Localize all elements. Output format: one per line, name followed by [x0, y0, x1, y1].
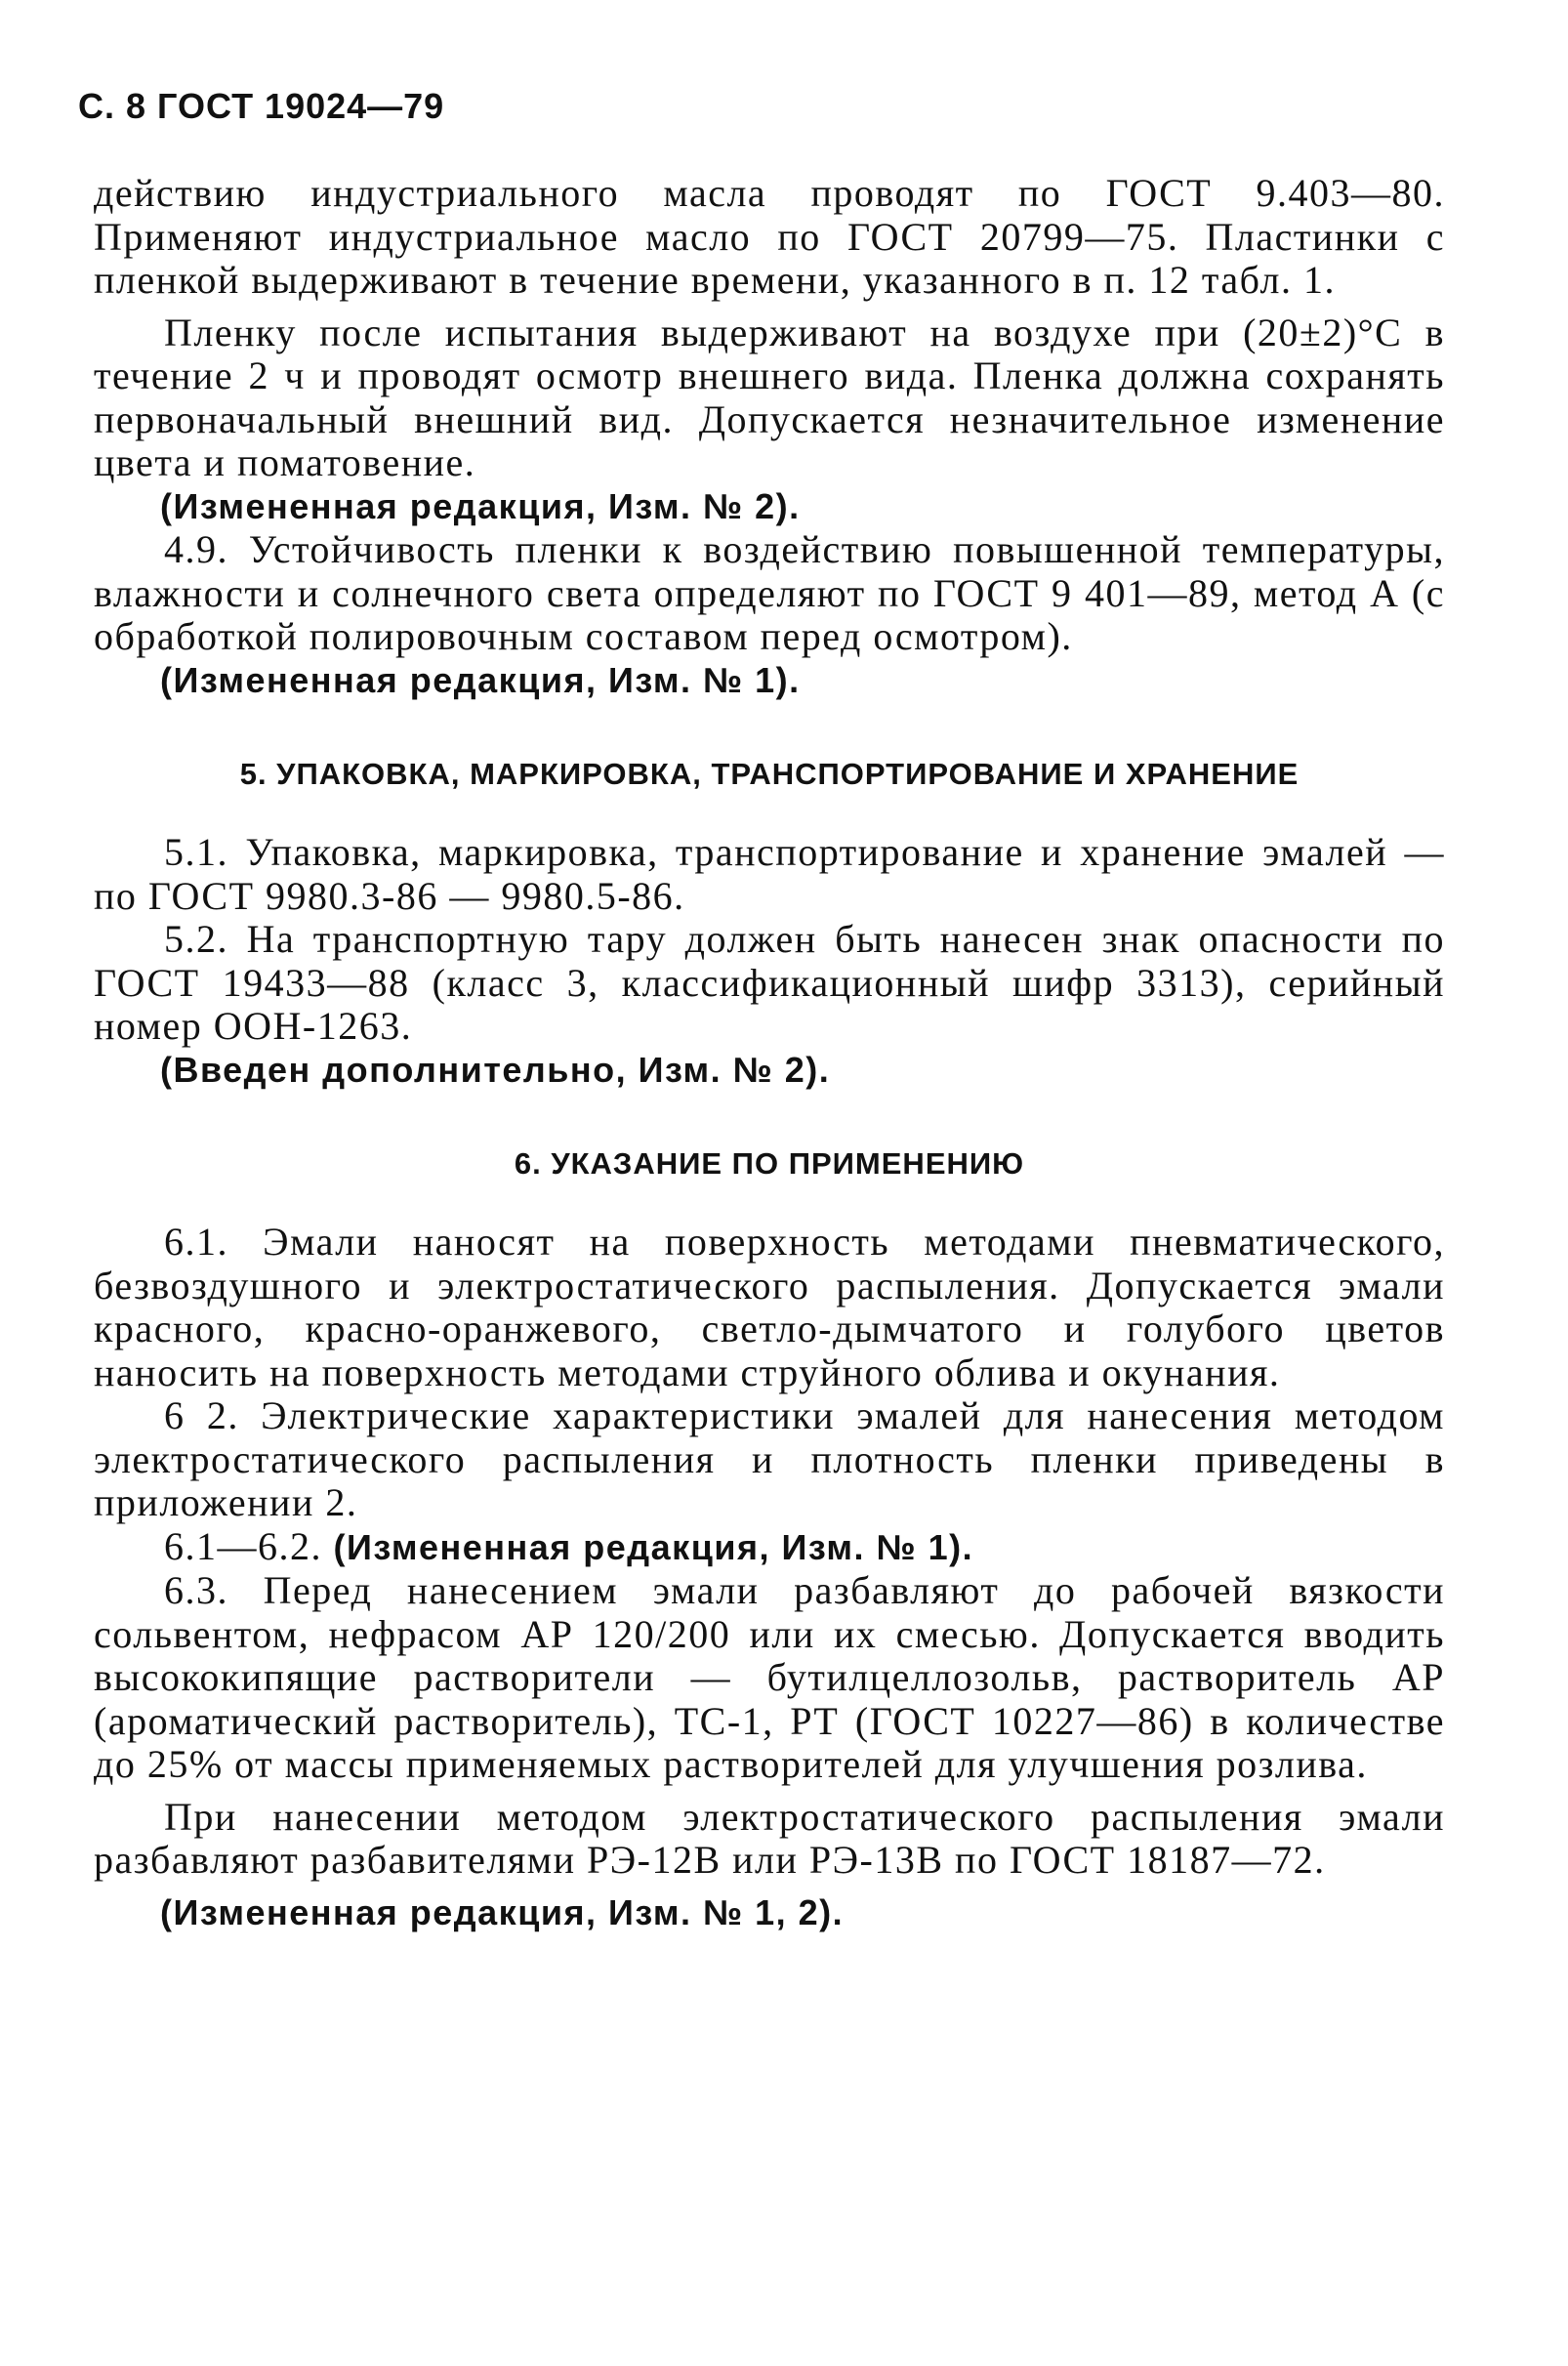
amendment-prefix: 6.1—6.2.: [164, 1523, 322, 1568]
section-6-title: 6. УКАЗАНИЕ ПО ПРИМЕНЕНИЮ: [514, 1146, 1025, 1181]
section-5-title: 5. УПАКОВКА, МАРКИРОВКА, ТРАНСПОРТИРОВАНИЕ И ХРАНЕНИЕ: [239, 757, 1300, 791]
amendment-note: (Введен дополнительно, Изм. № 2).: [160, 1049, 831, 1090]
paragraph-6-3: 6.3. Перед нанесением эмали разбавляют до рабочей вязкости сольвентом, нефрасом АР 120/200 или их смесью. Допускается вводить высококипящие растворители — бутилцеллозольв, растворитель АР (ароматический растворитель), ТС-1, РТ (ГОСТ 10227—86) в количестве до 25% от массы применяемых растворителей для улучшения розлива.: [94, 1568, 1445, 1786]
amendment-note: (Измененная редакция, Изм. № 2).: [160, 485, 801, 526]
paragraph-film-test: Пленку после испытания выдерживают на воздухе при (20±2)°С в течение 2 ч и проводят осмотр внешнего вида. Пленка должна сохранять первоначальный внешний вид. Допускается незначительное изменение цвета и поматовение.: [94, 310, 1445, 484]
amendment-note-6-1-6-2: [94, 1525, 1445, 1570]
amendment-note: (Измененная редакция, Изм. № 1).: [333, 1526, 974, 1567]
amendment-note: (Измененная редакция, Изм. № 1).: [160, 659, 801, 700]
amendment-note: (Измененная редакция, Изм. № 1, 2).: [160, 1891, 845, 1932]
paragraph-continuation: действию индустриального масла проводят по ГОСТ 9.403—80. Применяют индустриальное масло по ГОСТ 20799—75. Пластинки с пленкой выдерживают в течение времени, указанного в п. 12 табл. 1.: [94, 171, 1445, 302]
page-header: С. 8 ГОСТ 19024—79: [78, 86, 445, 126]
paragraph-5-2: 5.2. На транспортную тару должен быть нанесен знак опасности по ГОСТ 19433—88 (класс 3, классификационный шифр 3313), серийный номер ООН-1263.: [94, 917, 1445, 1048]
paragraph-electrostatic: При нанесении методом электростатического распыления эмали разбавляют разбавителями РЭ-12В или РЭ-13В по ГОСТ 18187—72.: [94, 1794, 1445, 1882]
paragraph-6-1: 6.1. Эмали наносят на поверхность методами пневматического, безвоздушного и электростатического распыления. Допускается эмали красного, красно-оранжевого, светло-дымчатого и голубого цветов наносить на поверхность методами струйного облива и окунания.: [94, 1220, 1445, 1394]
paragraph-6-2: 6 2. Электрические характеристики эмалей для нанесения методом электростатического распыления и плотность пленки приведены в приложении 2.: [94, 1393, 1445, 1524]
document-body: [94, 172, 1445, 1934]
paragraph-4-9: 4.9. Устойчивость пленки к воздействию повышенной температуры, влажности и солнечного света определяют по ГОСТ 9 401—89, метод А (с обработкой полировочным составом перед осмотром).: [94, 527, 1445, 658]
paragraph-5-1: 5.1. Упаковка, маркировка, транспортирование и хранение эмалей — по ГОСТ 9980.3-86 — 9980.5-86.: [94, 830, 1445, 918]
